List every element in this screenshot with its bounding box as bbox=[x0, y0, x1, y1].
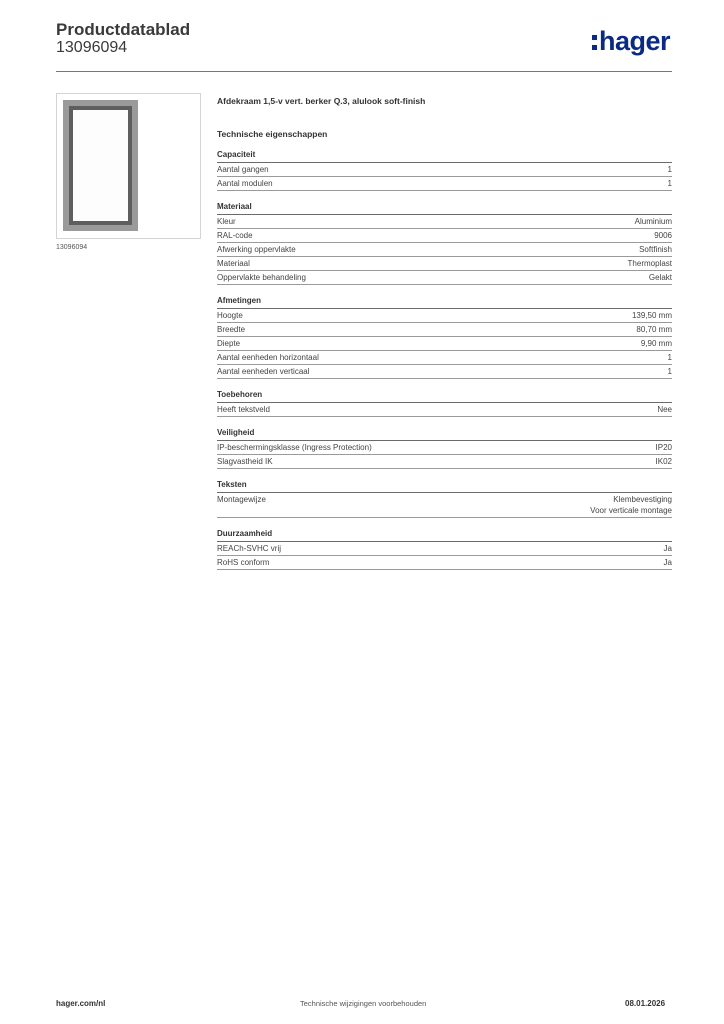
product-image bbox=[56, 93, 201, 239]
property-label: Afwerking oppervlakte bbox=[217, 245, 296, 254]
property-value bbox=[656, 456, 672, 467]
property-value bbox=[649, 272, 672, 283]
property-value-line: Gelakt bbox=[648, 273, 672, 282]
cover-frame-opening bbox=[73, 110, 128, 221]
page-title: Productdatablad bbox=[56, 20, 191, 39]
cover-frame-icon bbox=[63, 100, 138, 231]
property-value-line: 1 bbox=[667, 353, 672, 362]
property-label: Montagewijze bbox=[217, 495, 266, 504]
property-value bbox=[639, 244, 672, 255]
property-row bbox=[217, 215, 672, 229]
property-value-line: Ja bbox=[663, 558, 672, 567]
property-row bbox=[217, 229, 672, 243]
property-row bbox=[217, 243, 672, 257]
property-label: RAL-code bbox=[217, 231, 253, 240]
technical-properties-title: Technische eigenschappen bbox=[217, 129, 328, 139]
article-number: 13096094 bbox=[56, 39, 128, 56]
property-label: Materiaal bbox=[217, 259, 250, 268]
section-teksten bbox=[217, 480, 672, 518]
footer-website: hager.com/nl bbox=[56, 999, 106, 1008]
property-value-line: Aluminium bbox=[634, 217, 672, 226]
property-row bbox=[217, 271, 672, 285]
property-value-line: IP20 bbox=[655, 443, 672, 452]
property-label: Kleur bbox=[217, 217, 236, 226]
product-description: Afdekraam 1,5-v vert. berker Q.3, alulook soft-finish bbox=[217, 96, 426, 106]
property-value-line: Voor verticale montage bbox=[590, 506, 672, 515]
property-row bbox=[217, 556, 672, 570]
property-row bbox=[217, 351, 672, 365]
section-title: Materiaal bbox=[217, 202, 672, 215]
section-capaciteit bbox=[217, 150, 672, 191]
hager-logo bbox=[592, 26, 670, 56]
section-title: Afmetingen bbox=[217, 296, 672, 309]
property-value-line: Klembevestiging bbox=[613, 495, 672, 504]
property-sections bbox=[217, 150, 672, 570]
property-label: Breedte bbox=[217, 325, 246, 334]
property-row bbox=[217, 493, 672, 518]
image-caption: 13096094 bbox=[56, 244, 88, 251]
section-title: Veiligheid bbox=[217, 428, 672, 441]
property-row bbox=[217, 323, 672, 337]
section-veiligheid bbox=[217, 428, 672, 469]
property-value bbox=[668, 366, 672, 377]
property-value-line: 9006 bbox=[654, 231, 672, 240]
property-label: Slagvastheid IK bbox=[217, 457, 273, 466]
footer-date: 08.01.2026 bbox=[625, 999, 666, 1008]
property-value-line: 9,90 mm bbox=[640, 339, 672, 348]
property-value bbox=[641, 338, 672, 349]
property-value bbox=[590, 494, 672, 516]
property-label: IP-beschermingsklasse (Ingress Protection) bbox=[217, 443, 372, 452]
property-value-line: Thermoplast bbox=[627, 259, 672, 268]
section-toebehoren bbox=[217, 390, 672, 417]
property-value bbox=[632, 310, 672, 321]
property-value-line: Softfinish bbox=[639, 245, 672, 254]
footer-disclaimer: Technische wijzigingen voorbehouden bbox=[300, 999, 427, 1008]
section-title: Teksten bbox=[217, 480, 672, 493]
property-row bbox=[217, 337, 672, 351]
section-title: Toebehoren bbox=[217, 390, 672, 403]
section-duurzaamheid bbox=[217, 529, 672, 570]
property-label: Aantal eenheden horizontaal bbox=[217, 353, 319, 362]
property-label: REACh-SVHC vrij bbox=[217, 544, 282, 553]
property-value-line: Ja bbox=[663, 544, 672, 553]
property-label: RoHS conform bbox=[217, 558, 270, 567]
property-value-line: 1 bbox=[667, 367, 672, 376]
property-value-line: 1 bbox=[667, 165, 672, 174]
property-label: Heeft tekstveld bbox=[217, 405, 270, 414]
property-label: Diepte bbox=[217, 339, 241, 348]
logo-dots-icon bbox=[592, 34, 598, 51]
property-value bbox=[636, 324, 672, 335]
property-row bbox=[217, 542, 672, 556]
property-row bbox=[217, 455, 672, 469]
section-materiaal bbox=[217, 202, 672, 285]
property-row bbox=[217, 309, 672, 323]
property-value bbox=[657, 404, 672, 415]
property-row bbox=[217, 163, 672, 177]
property-label: Aantal gangen bbox=[217, 165, 269, 174]
property-value bbox=[654, 230, 672, 241]
property-value-line: 1 bbox=[667, 179, 672, 188]
property-row bbox=[217, 177, 672, 191]
product-details bbox=[217, 96, 672, 570]
property-value bbox=[664, 543, 672, 554]
property-value bbox=[668, 164, 672, 175]
property-row bbox=[217, 365, 672, 379]
property-label: Oppervlakte behandeling bbox=[217, 273, 306, 282]
header-divider bbox=[56, 71, 672, 72]
section-afmetingen bbox=[217, 296, 672, 379]
property-label: Hoogte bbox=[217, 311, 243, 320]
cover-frame-border bbox=[69, 106, 132, 225]
property-row bbox=[217, 403, 672, 417]
section-title: Duurzaamheid bbox=[217, 529, 672, 542]
property-row bbox=[217, 441, 672, 455]
property-value-line: 139,50 mm bbox=[631, 311, 672, 320]
property-value-line: IK02 bbox=[655, 457, 672, 466]
property-label: Aantal modulen bbox=[217, 179, 273, 188]
property-value bbox=[664, 557, 672, 568]
property-value bbox=[668, 178, 672, 189]
property-value bbox=[628, 258, 672, 269]
property-label: Aantal eenheden verticaal bbox=[217, 367, 310, 376]
property-value-line: 80,70 mm bbox=[636, 325, 672, 334]
property-value-line: Nee bbox=[657, 405, 672, 414]
property-row bbox=[217, 257, 672, 271]
property-value bbox=[635, 216, 672, 227]
logo-text: hager bbox=[599, 26, 671, 56]
section-title: Capaciteit bbox=[217, 150, 672, 163]
property-value bbox=[668, 352, 672, 363]
property-value bbox=[656, 442, 672, 453]
